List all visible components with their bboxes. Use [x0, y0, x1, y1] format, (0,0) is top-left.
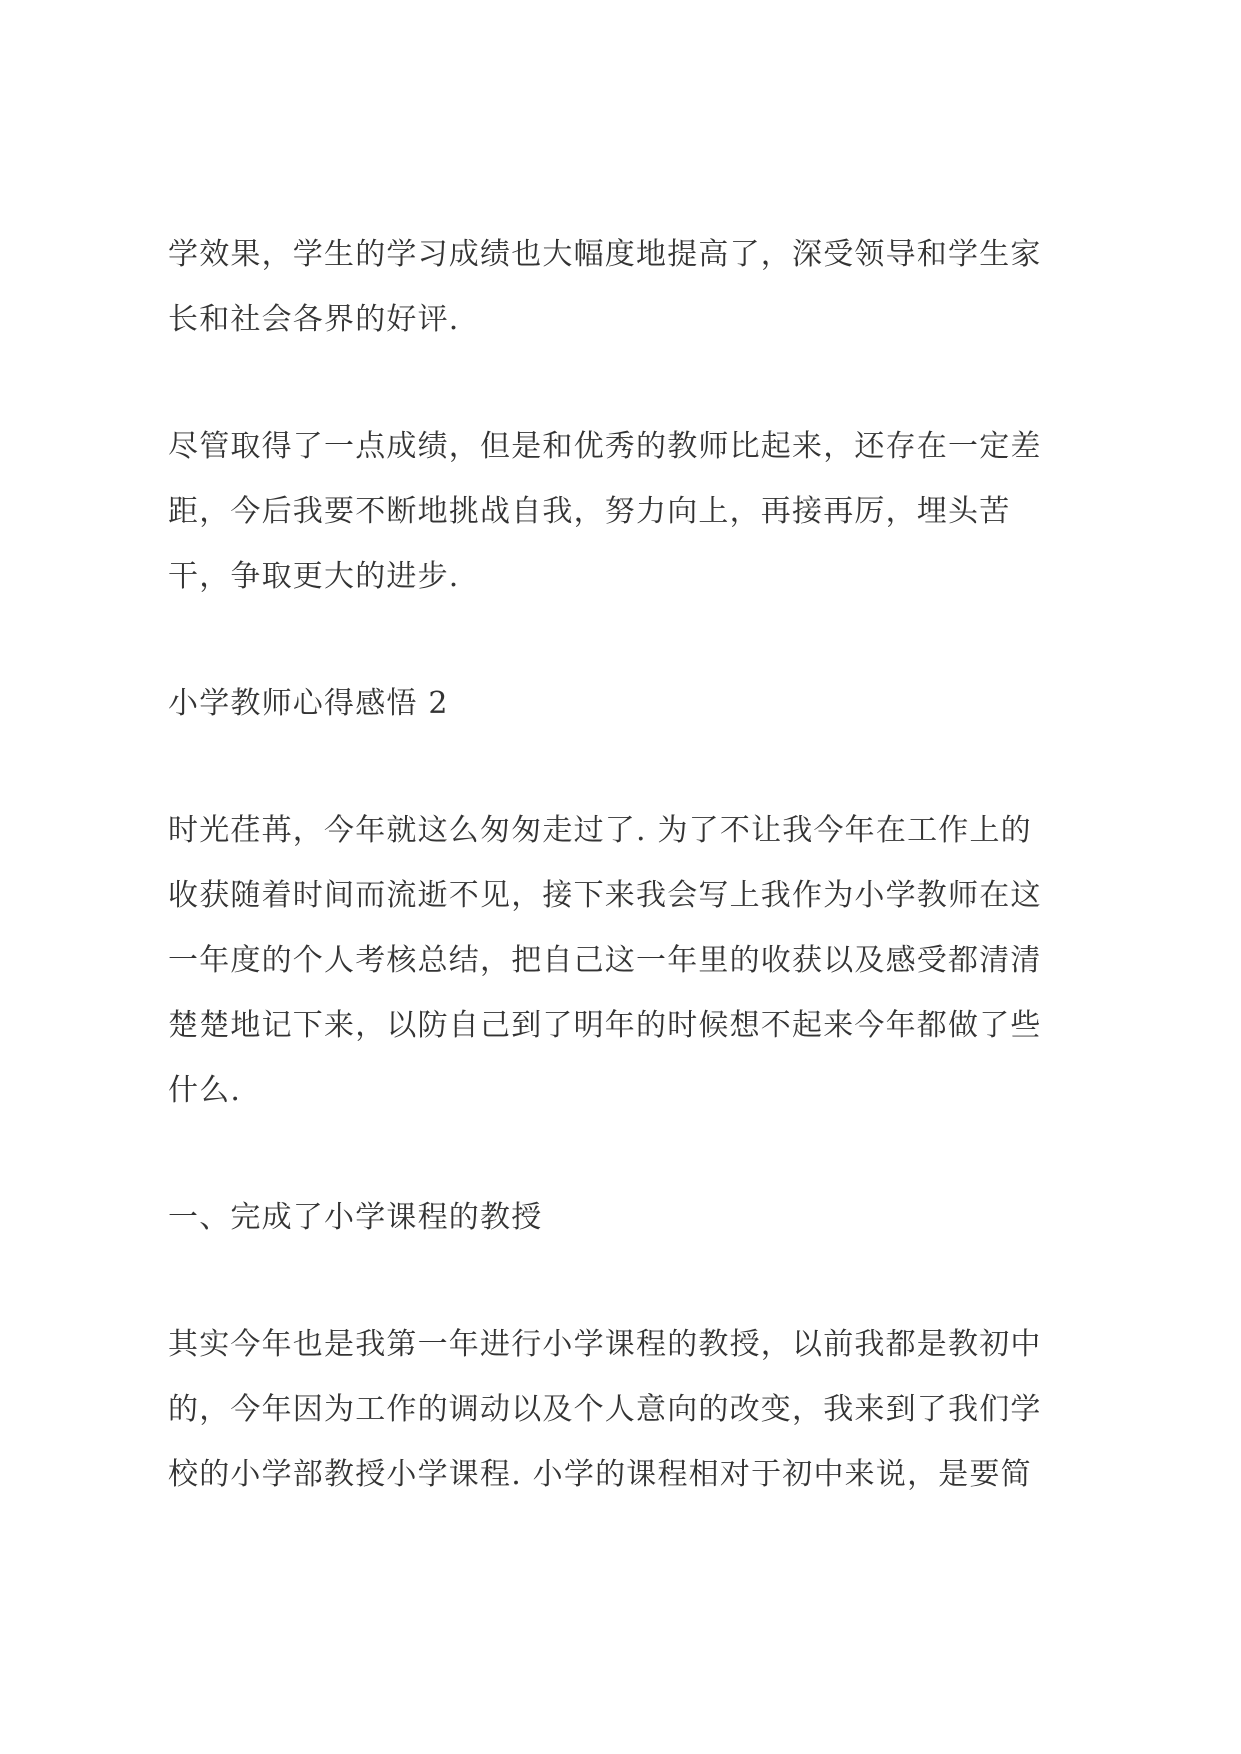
text-line: 楚楚地记下来，以防自己到了明年的时候想不起来今年都做了些	[168, 1008, 1042, 1043]
paragraph-spacer	[168, 609, 1080, 671]
text-line: 收获随着时间而流逝不见，接下来我会写上我作为小学教师在这	[168, 878, 1042, 913]
text-line: 的，今年因为工作的调动以及个人意向的改变，我来到了我们学	[168, 1392, 1042, 1427]
section-title: 小学教师心得感悟 2	[168, 686, 449, 721]
text-line: 尽管取得了一点成绩，但是和优秀的教师比起来，还存在一定差	[168, 429, 1042, 464]
text-line: 长和社会各界的好评.	[168, 302, 460, 337]
paragraph-intro	[168, 798, 1080, 1123]
text-line: 一年度的个人考核总结，把自己这一年里的收获以及感受都清清	[168, 943, 1042, 978]
text-line: 学效果，学生的学习成绩也大幅度地提高了，深受领导和学生家	[168, 237, 1042, 272]
document-body	[168, 222, 1080, 1507]
paragraph-spacer	[168, 1123, 1080, 1185]
text-line: 时光荏苒，今年就这么匆匆走过了. 为了不让我今年在工作上的	[168, 813, 1032, 848]
text-line: 什么.	[168, 1073, 242, 1108]
paragraph-course	[168, 1312, 1080, 1507]
paragraph-spacer	[168, 736, 1080, 798]
paragraph-spacer	[168, 352, 1080, 414]
text-line: 距，今后我要不断地挑战自我，努力向上，再接再厉，埋头苦	[168, 494, 1011, 529]
paragraph-spacer	[168, 1250, 1080, 1312]
paragraph-evaluation	[168, 222, 1080, 352]
paragraph-reflection	[168, 414, 1080, 609]
text-line: 校的小学部教授小学课程. 小学的课程相对于初中来说，是要简	[168, 1457, 1032, 1492]
subheading: 一、完成了小学课程的教授	[168, 1200, 543, 1235]
text-line: 干，争取更大的进步.	[168, 559, 460, 594]
text-line: 其实今年也是我第一年进行小学课程的教授，以前我都是教初中	[168, 1327, 1042, 1362]
